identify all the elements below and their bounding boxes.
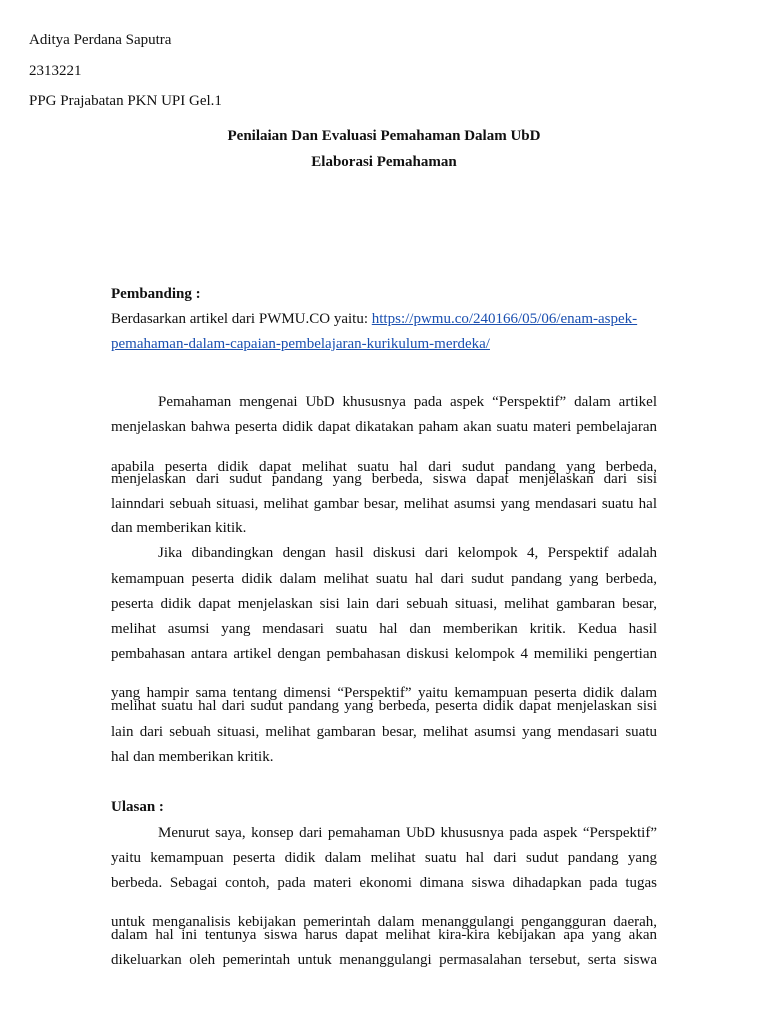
source-link-part1[interactable]: https://pwmu.co/240166/05/06/enam-aspek- (371, 311, 638, 327)
paragraph-line: melihat suatu hal dari sudut pandang yang berbeda, peserta didik dapat menjelaskan sisi (111, 698, 657, 714)
paragraph-line: lainndari sebuah situasi, melihat gambar besar, melihat asumsi yang mendasari suatu hal (111, 496, 657, 512)
paragraph-line: Menurut saya, konsep dari pemahaman UbD khususnya pada aspek “Perspektif” (158, 825, 657, 841)
ulasan-heading: Ulasan : (111, 799, 164, 815)
paragraph-line: melihat asumsi yang mendasari suatu hal dan memberikan kritik. Kedua hasil (111, 621, 657, 637)
document-subtitle: Elaborasi Pemahaman (311, 154, 457, 170)
source-link-line2-wrap (111, 335, 490, 353)
paragraph-line: yaitu kemampuan peserta didik dalam melihat suatu hal dari sudut pandang yang (111, 850, 657, 866)
paragraph-line: berbeda. Sebagai contoh, pada materi ekonomi dimana siswa dihadapkan pada tugas (111, 875, 657, 891)
paragraph-line: untuk menganalisis kebijakan pemerintah dalam menanggulangi pengangguran daerah, (111, 914, 657, 930)
student-id: 2313221 (29, 63, 82, 79)
paragraph-line: dan memberikan kitik. (111, 520, 247, 536)
paragraph-line: hal dan memberikan kritik. (111, 749, 274, 765)
paragraph-line: Pemahaman mengenai UbD khususnya pada aspek “Perspektif” dalam artikel (158, 394, 657, 410)
paragraph-line: Jika dibandingkan dengan hasil diskusi dari kelompok 4, Perspektif adalah (158, 545, 657, 561)
source-link-part2[interactable]: pemahaman-dalam-capaian-pembelajaran-kurikulum-merdeka/ (111, 336, 490, 352)
paragraph-line: dalam hal ini tentunya siswa harus dapat melihat kira-kira kebijakan apa yang akan (111, 927, 657, 943)
document-title: Penilaian Dan Evaluasi Pemahaman Dalam UbD (227, 128, 541, 144)
paragraph-line: peserta didik dapat menjelaskan sisi lain dari sebuah situasi, melihat gambaran besar, (111, 596, 657, 612)
paragraph-line: kemampuan peserta didik dalam melihat suatu hal dari sudut pandang yang berbeda, (111, 571, 657, 587)
paragraph-line: lain dari sebuah situasi, melihat gambaran besar, melihat asumsi yang mendasari suatu (111, 724, 657, 740)
source-line (111, 310, 637, 328)
paragraph-line: pembahasan antara artikel dengan pembahasan diskusi kelompok 4 memiliki pengertian (111, 646, 657, 662)
source-intro: Berdasarkan artikel dari PWMU.CO yaitu: (111, 311, 372, 327)
author-name: Aditya Perdana Saputra (29, 32, 172, 48)
paragraph-line: menjelaskan dari sudut pandang yang berbeda, siswa dapat menjelaskan dari sisi (111, 471, 657, 487)
paragraph-line: dikeluarkan oleh pemerintah untuk menanggulangi permasalahan tersebut, serta siswa (111, 952, 657, 968)
pembanding-heading: Pembanding : (111, 286, 201, 302)
paragraph-line: yang hampir sama tentang dimensi “Perspektif” yaitu kemampuan peserta didik dalam (111, 685, 657, 701)
program-name: PPG Prajabatan PKN UPI Gel.1 (29, 93, 222, 109)
paragraph-line: menjelaskan bahwa peserta didik dapat dikatakan paham akan suatu materi pembelajaran (111, 419, 657, 435)
paragraph-line: apabila peserta didik dapat melihat suatu hal dari sudut pandang yang berbeda, (111, 459, 657, 475)
